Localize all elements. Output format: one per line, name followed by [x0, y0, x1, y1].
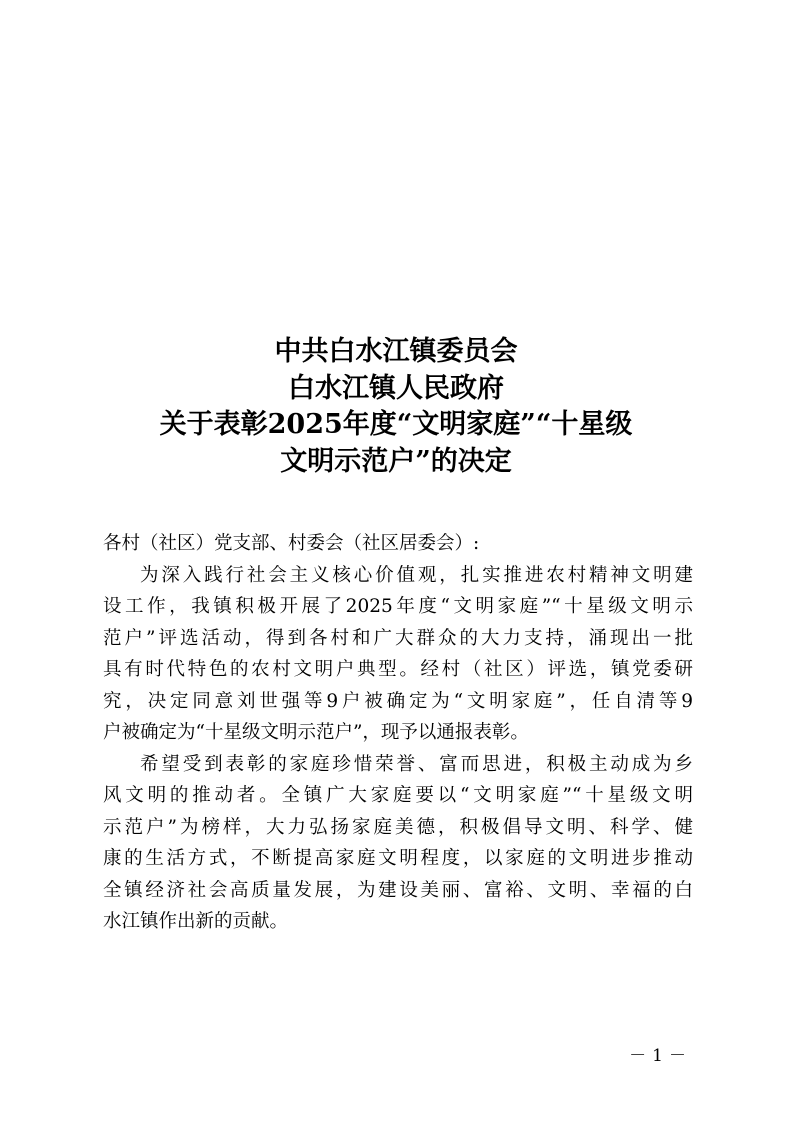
paragraph-1-line: 究，决定同意刘世强等9户被确定为“文明家庭”，任自清等9	[103, 690, 693, 712]
paragraph-2	[103, 749, 693, 938]
page-number: －1－	[629, 1046, 692, 1066]
paragraph-2-line: 风文明的推动者。全镇广大家庭要以“文明家庭”“十星级文明	[103, 785, 693, 806]
title-line-issuer-government: 白水江镇人民政府	[288, 372, 504, 404]
document-body	[103, 528, 693, 938]
paragraph-1	[103, 560, 693, 749]
paragraph-1-line: 设工作，我镇积极开展了2025年度“文明家庭”“十星级文明示	[103, 596, 693, 617]
salutation: 各村（社区）党支部、村委会（社区居委会）:	[103, 533, 480, 554]
document-title	[60, 334, 732, 480]
title-line-issuer-party: 中共白水江镇委员会	[274, 336, 518, 367]
paragraph-1-line: 为深入践行社会主义核心价值观，扎实推进农村精神文明建	[140, 564, 693, 586]
paragraph-1-line: 范户”评选活动，得到各村和广大群众的大力支持，涌现出一批	[103, 627, 693, 649]
title-line-subject-continued: 文明示范户”的决定	[280, 445, 512, 477]
paragraph-2-line: 全镇经济社会高质量发展，为建设美丽、富裕、文明、幸福的白	[103, 879, 693, 901]
paragraph-2-line: 希望受到表彰的家庭珍惜荣誉、富而思进，积极主动成为乡	[140, 753, 693, 775]
title-line-subject: 关于表彰2025年度“文明家庭”“十星级	[159, 409, 633, 440]
paragraph-2-line: 示范户”为榜样，大力弘扬家庭美德，积极倡导文明、科学、健	[103, 816, 693, 838]
paragraph-2-line: 康的生活方式，不断提高家庭文明程度，以家庭的文明进步推动	[103, 848, 693, 869]
paragraph-2-line: 水江镇作出新的贡献。	[103, 911, 289, 932]
paragraph-1-line: 户被确定为“十星级文明示范户”，现予以通报表彰。	[103, 722, 529, 743]
paragraph-1-line: 具有时代特色的农村文明户典型。经村（社区）评选，镇党委研	[103, 659, 693, 680]
